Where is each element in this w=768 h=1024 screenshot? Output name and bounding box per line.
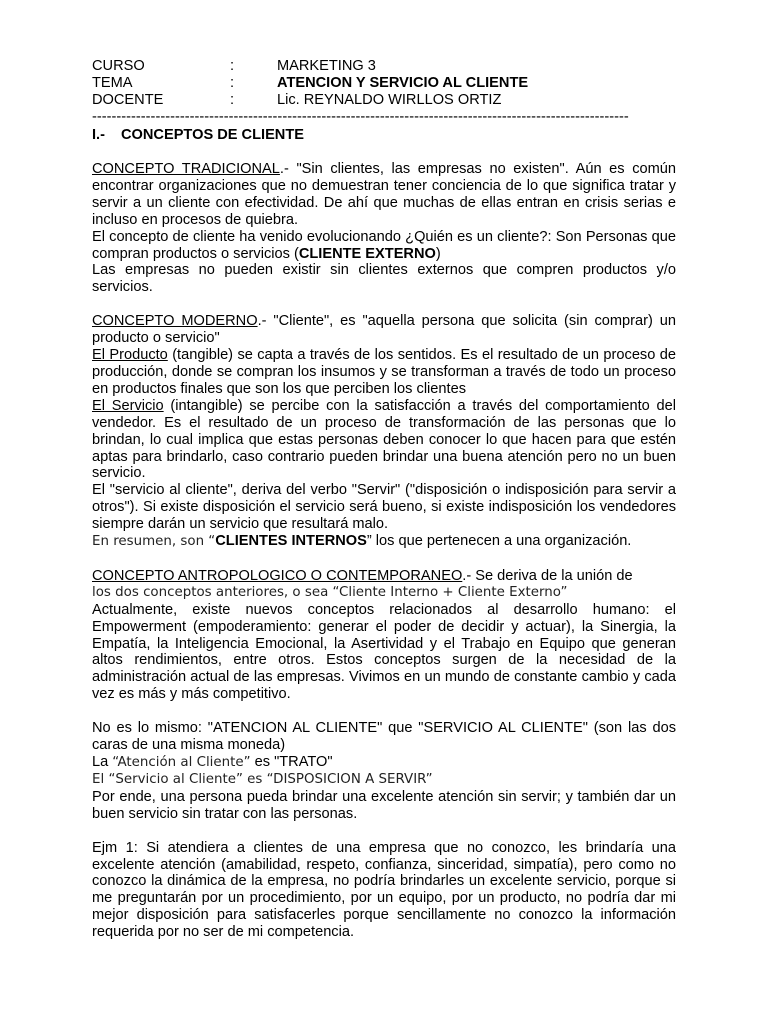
header-value: ATENCION Y SERVICIO AL CLIENTE	[277, 75, 529, 91]
header-key: DOCENTE	[92, 92, 164, 108]
spacer	[92, 551, 676, 568]
spacer	[92, 144, 676, 161]
header-colon: :	[230, 92, 235, 108]
paragraph-atencion-trato	[92, 754, 676, 772]
text: .- "Sin clientes, las empresas no existen". Aún es común encontrar organizaciones que no demuestran tener conciencia de lo que significa tratar y servir a un cliente con efectividad. De ahí que muchas de ellas entran en crisis serias e incluso en procesos de quiebra.	[92, 161, 677, 228]
header-key: TEMA	[92, 75, 133, 91]
paragraph-producto	[92, 347, 676, 398]
section-title-text: CONCEPTOS DE CLIENTE	[121, 127, 304, 143]
paragraph-tradicional	[92, 161, 676, 229]
term-clientes-internos: CLIENTES INTERNOS	[215, 533, 367, 550]
document-header	[92, 58, 676, 125]
term-servicio: El Servicio	[92, 397, 164, 414]
section-number: I.-	[92, 127, 105, 143]
section-title	[92, 126, 676, 144]
text: .- Se deriva de la unión de	[462, 567, 633, 584]
spacer	[92, 823, 676, 840]
paragraph-empresas: Las empresas no pueden existir sin clientes externos que compren productos y/o servicios.	[92, 262, 676, 296]
header-row-docente	[92, 92, 676, 109]
header-divider: --------------------------------------------------------------------------------------------------------------	[92, 109, 629, 125]
text: En resumen, son “	[92, 534, 216, 550]
paragraph-union: los dos conceptos anteriores, o sea “Cliente Interno + Cliente Externo”	[92, 584, 568, 600]
text: (tangible) se capta a través de los sentidos. Es el resultado de un proceso de producción, donde se compran los insumos y se transforman a través de todo un proceso en productos finales que son los que perciben los clientes	[92, 347, 676, 397]
text: El concepto de cliente ha venido evolucionando ¿Quién es un cliente?: Son Personas que compran productos o servicios (	[92, 228, 676, 262]
header-colon: :	[230, 75, 235, 91]
text: La	[92, 754, 113, 770]
text: es "TRATO"	[250, 754, 333, 770]
paragraph-por-ende: Por ende, una persona pueda brindar una excelente atención sin servir; y también dar un buen servicio sin tratar con las personas.	[92, 788, 676, 822]
text: (intangible) se percibe con la satisfacción a través del comportamiento del vendedor. Es el resultado de un proceso de transformación de las personas que lo brindan, lo cual implica que estas personas deben conocer lo que hacen para que estén aptas para brindarlo, caso contrario pueden brindar una buena atención pero no un buen servicio.	[92, 397, 677, 482]
term-cliente-externo: CLIENTE EXTERNO	[298, 245, 436, 262]
text: .- "Cliente", es "aquella persona que solicita (sin comprar) un producto o servicio"	[92, 313, 676, 347]
paragraph-servicio-disposicion: El “Servicio al Cliente” es “DISPOSICION A SERVIR”	[92, 771, 433, 787]
paragraph-antropologico	[92, 568, 676, 585]
text: )	[435, 245, 441, 262]
header-key: CURSO	[92, 58, 145, 74]
document-page	[92, 58, 676, 941]
paragraph-actualmente: Actualmente, existe nuevos conceptos relacionados al desarrollo humano: el Empowerment (empoderamiento: generar el poder de decidir y actuar), la Sinergia, la Empatía, la Inteligencia Emocional, la Asertividad y el Trabajo en Equipo que generan altos rendimientos, entre otros. Estos conceptos surgen de la necesidad de la administración actual de las empresas. Vivimos en un mundo de constante cambio y cada vez es más y más competitivo.	[92, 601, 676, 703]
paragraph-resumen	[92, 533, 676, 551]
heading-antropologico: CONCEPTO ANTROPOLOGICO O CONTEMPORANEO	[92, 567, 463, 584]
header-colon: :	[230, 58, 235, 74]
spacer	[92, 296, 676, 313]
paragraph-ejemplo: Ejm 1: Si atendiera a clientes de una empresa que no conozco, les brindaría una excelente atención (amabilidad, respeto, confianza, sinceridad, simpatía), pero como no conozco la dinámica de la empresa, no podría brindarles un excelente servicio, porque si me preguntarán por un procedimiento, por un equipo, por un producto, no podría dar mi mejor disposición para satisfacerles porque sencillamente no conozco la información requerida por no ser de mi competencia.	[92, 839, 676, 941]
paragraph-no-es-lo-mismo: No es lo mismo: "ATENCION AL CLIENTE" que "SERVICIO AL CLIENTE" (son las dos caras de una misma moneda)	[92, 720, 676, 754]
text: ” los que pertenecen a una organización.	[366, 533, 632, 550]
paragraph-moderno	[92, 313, 676, 347]
header-row-tema	[92, 75, 676, 92]
header-value: MARKETING 3	[277, 58, 376, 74]
term-atencion: “Atención al Cliente”	[112, 755, 251, 770]
heading-moderno: CONCEPTO MODERNO	[92, 313, 258, 330]
header-row-curso	[92, 58, 676, 75]
term-producto: El Producto	[92, 347, 168, 364]
paragraph-cliente-externo	[92, 229, 676, 263]
spacer	[92, 703, 676, 720]
paragraph-servir: El "servicio al cliente", deriva del verbo "Servir" ("disposición o indisposición para servir a otros"). Si existe disposición el servicio será bueno, si existe indisposición los vendedores siempre darán un servicio que resultará malo.	[92, 482, 676, 533]
paragraph-servicio	[92, 398, 676, 483]
heading-tradicional: CONCEPTO TRADICIONAL	[92, 161, 280, 177]
header-value: Lic. REYNALDO WIRLLOS ORTIZ	[277, 92, 502, 108]
